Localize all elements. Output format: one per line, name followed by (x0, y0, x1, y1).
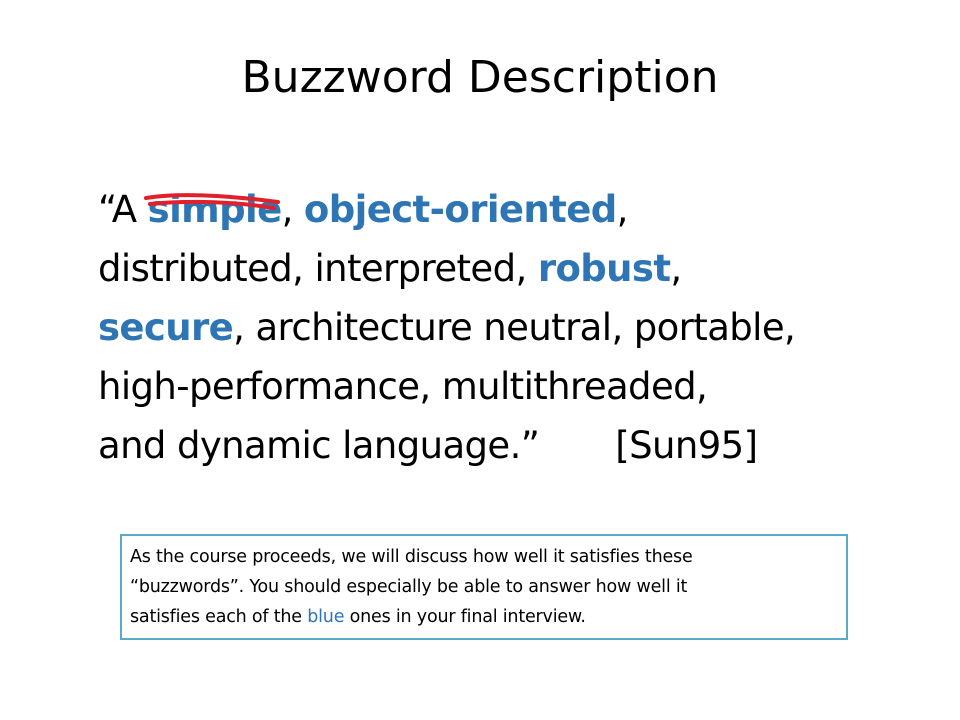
buzzword-quote (98, 180, 958, 475)
note-line-3-pre: satisfies each of the (130, 607, 308, 627)
note-line-3-post: ones in your final interview. (344, 607, 586, 627)
quote-line-2 (98, 239, 958, 298)
quote-line-3 (98, 298, 958, 357)
quote-line-2-text: distributed, interpreted, (98, 247, 538, 290)
quote-line-4: high-performance, multithreaded, (98, 365, 708, 408)
keyword-secure: secure (98, 306, 234, 349)
keyword-object-oriented: object-oriented (303, 188, 617, 231)
note-blue-word: blue (307, 607, 345, 627)
quote-open: “A (98, 188, 148, 231)
quote-sep-1: , (281, 188, 304, 231)
quote-line-5 (98, 416, 958, 475)
struck-word (148, 180, 282, 239)
slide-title: Buzzword Description (241, 52, 719, 103)
strikethrough-mark (142, 188, 282, 218)
quote-line-1 (98, 180, 958, 239)
note-box (120, 534, 848, 640)
citation: [Sun95] (615, 424, 758, 467)
quote-line-5-text: and dynamic language.” (98, 424, 540, 467)
quote-line-2-end: , (670, 247, 682, 290)
struck-word-text: simple (147, 188, 282, 231)
quote-line-3-text: , architecture neutral, portable, (233, 306, 796, 349)
keyword-robust: robust (537, 247, 671, 290)
note-line-3 (130, 602, 838, 632)
quote-line-1-end: , (616, 188, 628, 231)
note-line-1: As the course proceeds, we will discuss how well it satisfies these (130, 547, 693, 567)
note-line-2: “buzzwords”. You should especially be able to answer how well it (130, 577, 688, 597)
